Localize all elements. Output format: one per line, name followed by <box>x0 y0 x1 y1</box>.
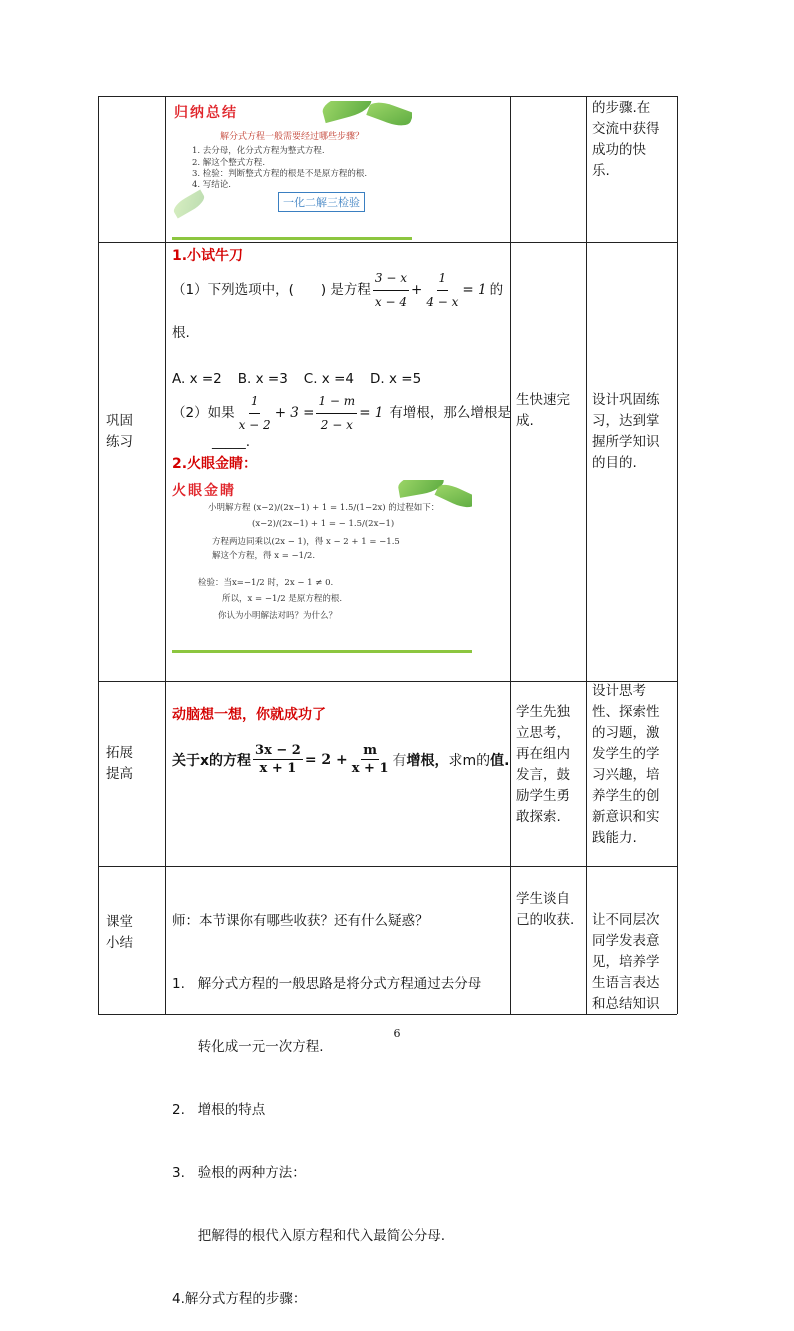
slide-line: 解这个方程，得 x = −1/2. <box>212 551 316 561</box>
eq-mid: = 2 + <box>304 751 348 768</box>
q1-fraction-1 <box>373 268 409 313</box>
frac-den: x − 2 <box>238 418 271 432</box>
label-line: 课堂 <box>106 914 133 930</box>
text-line: 同学发表意 <box>592 933 660 949</box>
frac-num: 1 − m <box>316 391 357 414</box>
r4-design-text <box>592 910 660 1015</box>
summary-line: 4.解分式方程的步骤： <box>172 1291 307 1307</box>
text-line: 养学生的创 <box>592 788 660 804</box>
label-line: 巩固 <box>106 413 133 429</box>
eq-fraction-1 <box>253 743 303 776</box>
row-divider <box>98 681 677 682</box>
slide-step: 4. 写结论. <box>192 180 232 190</box>
text-line: 性、探索性 <box>592 704 660 720</box>
r3-label <box>106 743 133 785</box>
section-title-1: 1.小试牛刀 <box>172 248 244 264</box>
slide-step: 3. 检验：判断整式方程的根是不是原方程的根. <box>192 169 368 179</box>
eq-suffix: 有 <box>392 752 407 769</box>
text-line: 见，培养学 <box>592 954 660 970</box>
summary-line: 2. 增根的特点 <box>172 1102 266 1118</box>
slide-line: 小明解方程 (x−2)/(2x−1) + 1 = 1.5/(1−2x) 的过程如下： <box>208 503 440 513</box>
leaf-decoration <box>172 189 207 218</box>
q1-equals: = 1 <box>462 282 487 298</box>
r1-design-text <box>592 98 660 182</box>
frac-num: 1 <box>249 391 261 414</box>
r3-student-activity <box>516 702 570 828</box>
text-line: 践能力. <box>592 830 637 846</box>
slide-line: 检验：当x=−1/2 时，2x − 1 ≠ 0. <box>198 578 334 588</box>
text-line: 新意识和实 <box>592 809 660 825</box>
text-line: 习，达到掌 <box>592 413 660 429</box>
q2-mid: + 3 = <box>274 405 315 421</box>
col-divider <box>98 96 99 1014</box>
text-line: 敢探索. <box>516 809 561 825</box>
slide-line: 所以，x = −1/2 是原方程的根. <box>222 594 343 604</box>
question-2 <box>172 391 511 436</box>
text-line: 的步骤.在 <box>592 100 651 116</box>
q1-line2: 根. <box>172 325 190 341</box>
slide-banner: 归纳总结 <box>174 105 238 121</box>
col-divider <box>586 96 587 1014</box>
label-line: 练习 <box>106 434 133 450</box>
row-divider <box>98 866 677 867</box>
slide-step: 1. 去分母，化分式方程为整式方程. <box>192 146 325 156</box>
col-divider <box>677 96 678 1014</box>
q2-fraction-1 <box>237 391 273 436</box>
summary-line: 转化成一元一次方程. <box>172 1039 324 1055</box>
leaf-decoration <box>320 101 374 123</box>
text-line: 发言，鼓 <box>516 767 570 783</box>
text-line: 设计巩固练 <box>592 392 660 408</box>
r2-student-activity <box>516 390 570 432</box>
question-1 <box>172 268 508 313</box>
slide-line: 方程两边同乘以(2x − 1)，得 x − 2 + 1 = −1.5 <box>212 537 400 547</box>
q2-fraction-2 <box>316 391 357 436</box>
text-line: 的目的. <box>592 455 637 471</box>
text-line: 握所学知识 <box>592 434 660 450</box>
summary-line: 1. 解分式方程的一般思路是将分式方程通过去分母 <box>172 976 482 992</box>
r2-design-text <box>592 390 660 474</box>
slide-banner: 火眼金睛 <box>172 483 236 499</box>
r2-label <box>106 411 133 453</box>
challenge-title: 动脑想一想，你就成功了 <box>172 707 326 723</box>
eq-suffix: 值. <box>490 752 510 769</box>
text-line: 再在组内 <box>516 746 570 762</box>
text-line: 生语言表达 <box>592 975 660 991</box>
summary-line: 师：本节课你有哪些收获？还有什么疑惑？ <box>172 913 429 929</box>
slide-step: 2. 解这个整式方程. <box>192 158 266 168</box>
q2-equals: = 1 <box>359 405 384 421</box>
q2-suffix: 有增根，那么增根是 <box>389 405 511 421</box>
summary-text <box>172 869 481 1331</box>
challenge-equation <box>172 743 510 776</box>
eq-prefix: 关于x的方程 <box>172 752 252 769</box>
frac-num: m <box>363 743 378 758</box>
page-number: 6 <box>393 1027 401 1040</box>
r4-label <box>106 912 133 954</box>
label-line: 小结 <box>106 935 133 951</box>
text-line: 励学生勇 <box>516 788 570 804</box>
row-divider <box>98 242 677 243</box>
q1-fraction-2 <box>424 268 460 313</box>
text-line: 己的收获. <box>516 912 575 928</box>
summary-slide-image <box>172 101 412 240</box>
summary-line: 3. 验根的两种方法： <box>172 1165 306 1181</box>
text-line: 和总结知识 <box>592 996 660 1012</box>
option-b: B. x =3 <box>237 371 288 387</box>
leaf-decoration <box>366 101 412 130</box>
option-c: C. x =4 <box>303 371 354 387</box>
label-line: 拓展 <box>106 745 133 761</box>
q2-prefix: （2）如果 <box>172 405 235 421</box>
q1-options <box>172 369 421 390</box>
frac-den: x − 4 <box>374 295 408 309</box>
row-divider <box>98 96 677 97</box>
text-line: 成功的快 <box>592 142 646 158</box>
col-divider <box>510 96 511 1014</box>
section-title-2: 2.火眼金睛： <box>172 456 258 472</box>
r4-student-activity <box>516 889 574 931</box>
text-line: 发学生的学 <box>592 746 660 762</box>
text-line: 的习题，激 <box>592 725 660 741</box>
frac-den: 2 − x <box>320 418 353 432</box>
slide-line: (x−2)/(2x−1) + 1 = − 1.5/(2x−1) <box>252 519 395 529</box>
frac-den: x + 1 <box>259 761 297 776</box>
text-line: 习兴趣，培 <box>592 767 660 783</box>
slide-box: 一化二解三检验 <box>278 192 365 212</box>
text-line: 学生先独 <box>516 704 570 720</box>
text-line: 让不同层次 <box>592 912 660 928</box>
text-line: 设计思考 <box>592 683 646 699</box>
q1-prefix: （1）下列选项中，( ) 是方程 <box>172 282 371 298</box>
text-line: 立思考， <box>516 725 570 741</box>
eq-suffix: 求m的 <box>448 752 491 769</box>
option-d: D. x =5 <box>370 371 422 387</box>
slide-question: 解分式方程一般需要经过哪些步骤？ <box>220 132 365 142</box>
col-divider <box>165 96 166 1014</box>
text-line: 乐. <box>592 163 610 179</box>
frac-num: 3 − x <box>373 268 409 291</box>
slide-line: 你认为小明解法对吗？为什么？ <box>218 611 338 621</box>
q1-suffix: 的 <box>489 282 504 298</box>
frac-den: x + 1 <box>351 761 389 776</box>
text-line: 生快速完 <box>516 392 570 408</box>
text-line: 交流中获得 <box>592 121 660 137</box>
frac-num: 1 <box>437 268 449 291</box>
eq-suffix: 增根， <box>406 752 449 769</box>
q1-plus: + <box>411 282 423 298</box>
label-line: 提高 <box>106 766 133 782</box>
frac-den: 4 − x <box>426 295 459 309</box>
q2-blank: _____. <box>212 434 251 450</box>
leaf-decoration <box>434 480 472 511</box>
frac-num: 3x − 2 <box>255 743 301 758</box>
option-a: A. x =2 <box>172 371 222 387</box>
summary-line: 把解得的根代入原方程和代入最简公分母. <box>172 1228 446 1244</box>
r3-design-text <box>592 681 660 849</box>
text-line: 学生谈自 <box>516 891 570 907</box>
text-line: 成. <box>516 413 534 429</box>
eq-fraction-2 <box>350 743 391 776</box>
spot-error-slide-image <box>172 480 472 653</box>
